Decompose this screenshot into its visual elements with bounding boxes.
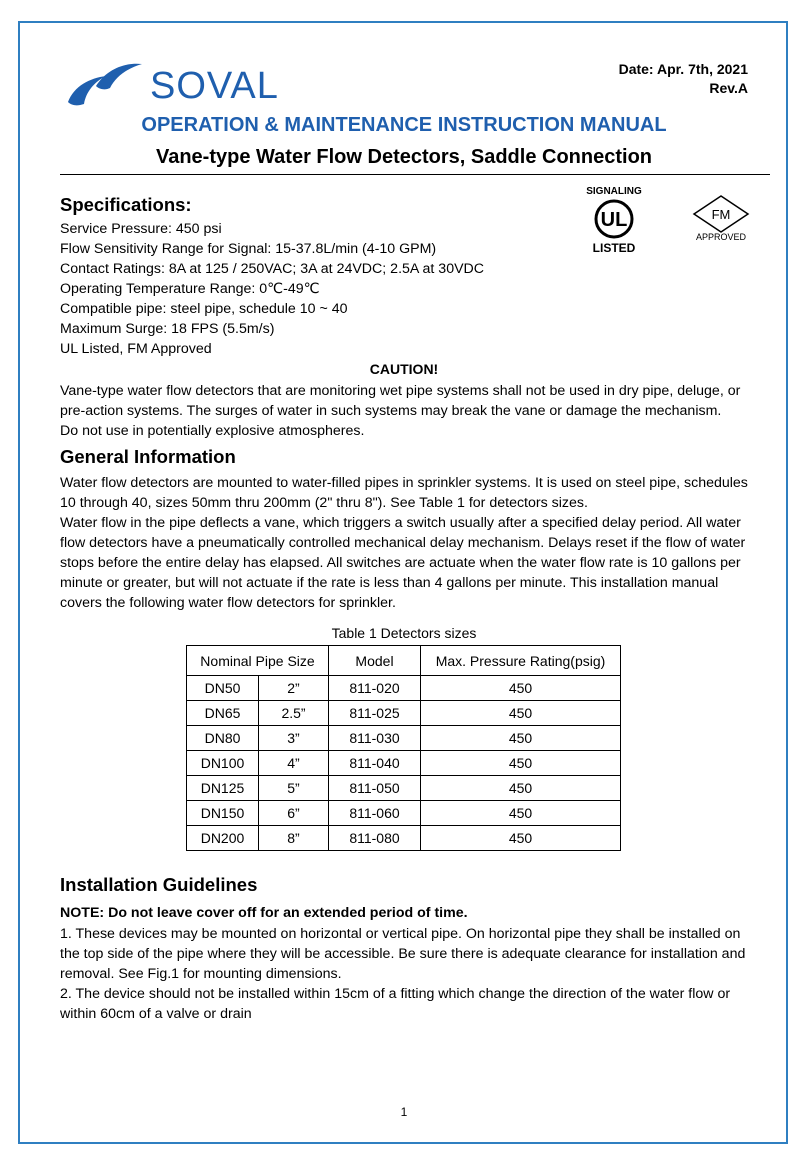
installation-line: within 60cm of a valve or drain	[60, 1006, 252, 1022]
general-line: Water flow in the pipe deflects a vane, which triggers a switch usually after a specified delay period. All water	[60, 515, 741, 531]
specifications-heading: Specifications:	[60, 194, 192, 215]
svg-text:SIGNALING: SIGNALING	[586, 186, 642, 197]
table-row: DN50 2” 811-020 450	[187, 676, 621, 701]
svg-text:APPROVED: APPROVED	[695, 232, 747, 242]
table-row: DN100 4” 811-040 450	[187, 751, 621, 776]
general-line: Water flow detectors are mounted to water-filled pipes in sprinkler systems. It is used on steel pipe, schedules	[60, 475, 748, 491]
table-header: Nominal Pipe Size	[187, 646, 329, 676]
caution-title: CAUTION!	[369, 361, 439, 377]
svg-text:FM: FM	[711, 207, 731, 222]
installation-line: 1. These devices may be mounted on horizontal or vertical pipe. On horizontal pipe they shall be installed on	[60, 926, 741, 942]
manual-title: OPERATION & MAINTENANCE INSTRUCTION MANUAL	[141, 114, 667, 136]
table-caption: Table 1 Detectors sizes	[331, 625, 477, 641]
installation-heading: Installation Guidelines	[60, 874, 258, 895]
general-line: flow detectors have a pneumatically controlled mechanical delay mechanism. Delays reset if the flow of water	[60, 535, 746, 551]
caution-line: Do not use in potentially explosive atmospheres.	[60, 423, 365, 439]
spec-line: Operating Temperature Range: 0℃-49℃	[60, 281, 320, 297]
general-line: 10 through 40, sizes 50mm thru 200mm (2" thru 8"). See Table 1 for detectors sizes.	[60, 495, 588, 511]
fm-approved-badge	[688, 194, 754, 242]
document-title: Vane-type Water Flow Detectors, Saddle Connection	[155, 146, 652, 168]
table-row: DN125 5” 811-050 450	[187, 776, 621, 801]
table-row: DN80 3” 811-030 450	[187, 726, 621, 751]
general-line: stops before the entire delay has elapsed. All switches are actuate when the water flow rate is 10 gallons per	[60, 555, 741, 571]
brand-name: SOVAL	[150, 65, 279, 107]
spec-line: Flow Sensitivity Range for Signal: 15-37.8L/min (4-10 GPM)	[60, 241, 437, 257]
spec-line: UL Listed, FM Approved	[60, 341, 212, 357]
date-block	[619, 60, 748, 98]
general-line: covers the following water flow detectors for sprinkler.	[60, 595, 396, 611]
spec-line: Contact Ratings: 8A at 125 / 250VAC; 3A at 24VDC; 2.5A at 30VDC	[60, 261, 485, 277]
installation-line: the top side of the pipe where they will be accessible. Be sure there is adequate clearance for installation and	[60, 946, 746, 962]
svg-text:UL: UL	[600, 209, 628, 231]
spec-line: Service Pressure: 450 psi	[60, 221, 222, 237]
table-row: DN65 2.5” 811-025 450	[187, 701, 621, 726]
general-heading: General Information	[60, 446, 236, 467]
page-number: 1	[400, 1105, 408, 1119]
installation-line: 2. The device should not be installed within 15cm of a fitting which change the direction of the water flow or	[60, 986, 731, 1002]
general-line: minute or greater, but will not actuate if the rate is less than 4 gallons per minute. This installation manual	[60, 575, 719, 591]
caution-line: Vane-type water flow detectors that are monitoring wet pipe systems shall not be used in dry pipe, deluge, or	[60, 383, 741, 399]
table-row: DN150 6” 811-060 450	[187, 801, 621, 826]
caution-line: pre-action systems. The surges of water in such systems may break the vane or damage the mechanism.	[60, 403, 722, 419]
installation-note: NOTE: Do not leave cover off for an extended period of time.	[60, 905, 468, 921]
title-divider	[60, 174, 770, 175]
date: Date: Apr. 7th, 2021	[618, 61, 748, 77]
spec-line: Compatible pipe: steel pipe, schedule 10 ~ 40	[60, 301, 348, 317]
table-header: Model	[329, 646, 421, 676]
detectors-table	[186, 645, 621, 851]
spec-line: Maximum Surge: 18 FPS (5.5m/s)	[60, 321, 275, 337]
table-row: DN200 8” 811-080 450	[187, 826, 621, 851]
soval-logo	[66, 56, 306, 108]
ul-listed-badge	[584, 184, 676, 258]
revision: Rev.A	[709, 80, 748, 96]
table-header: Max. Pressure Rating(psig)	[421, 646, 621, 676]
svg-text:LISTED: LISTED	[592, 241, 636, 255]
installation-line: removal. See Fig.1 for mounting dimensions.	[60, 966, 342, 982]
